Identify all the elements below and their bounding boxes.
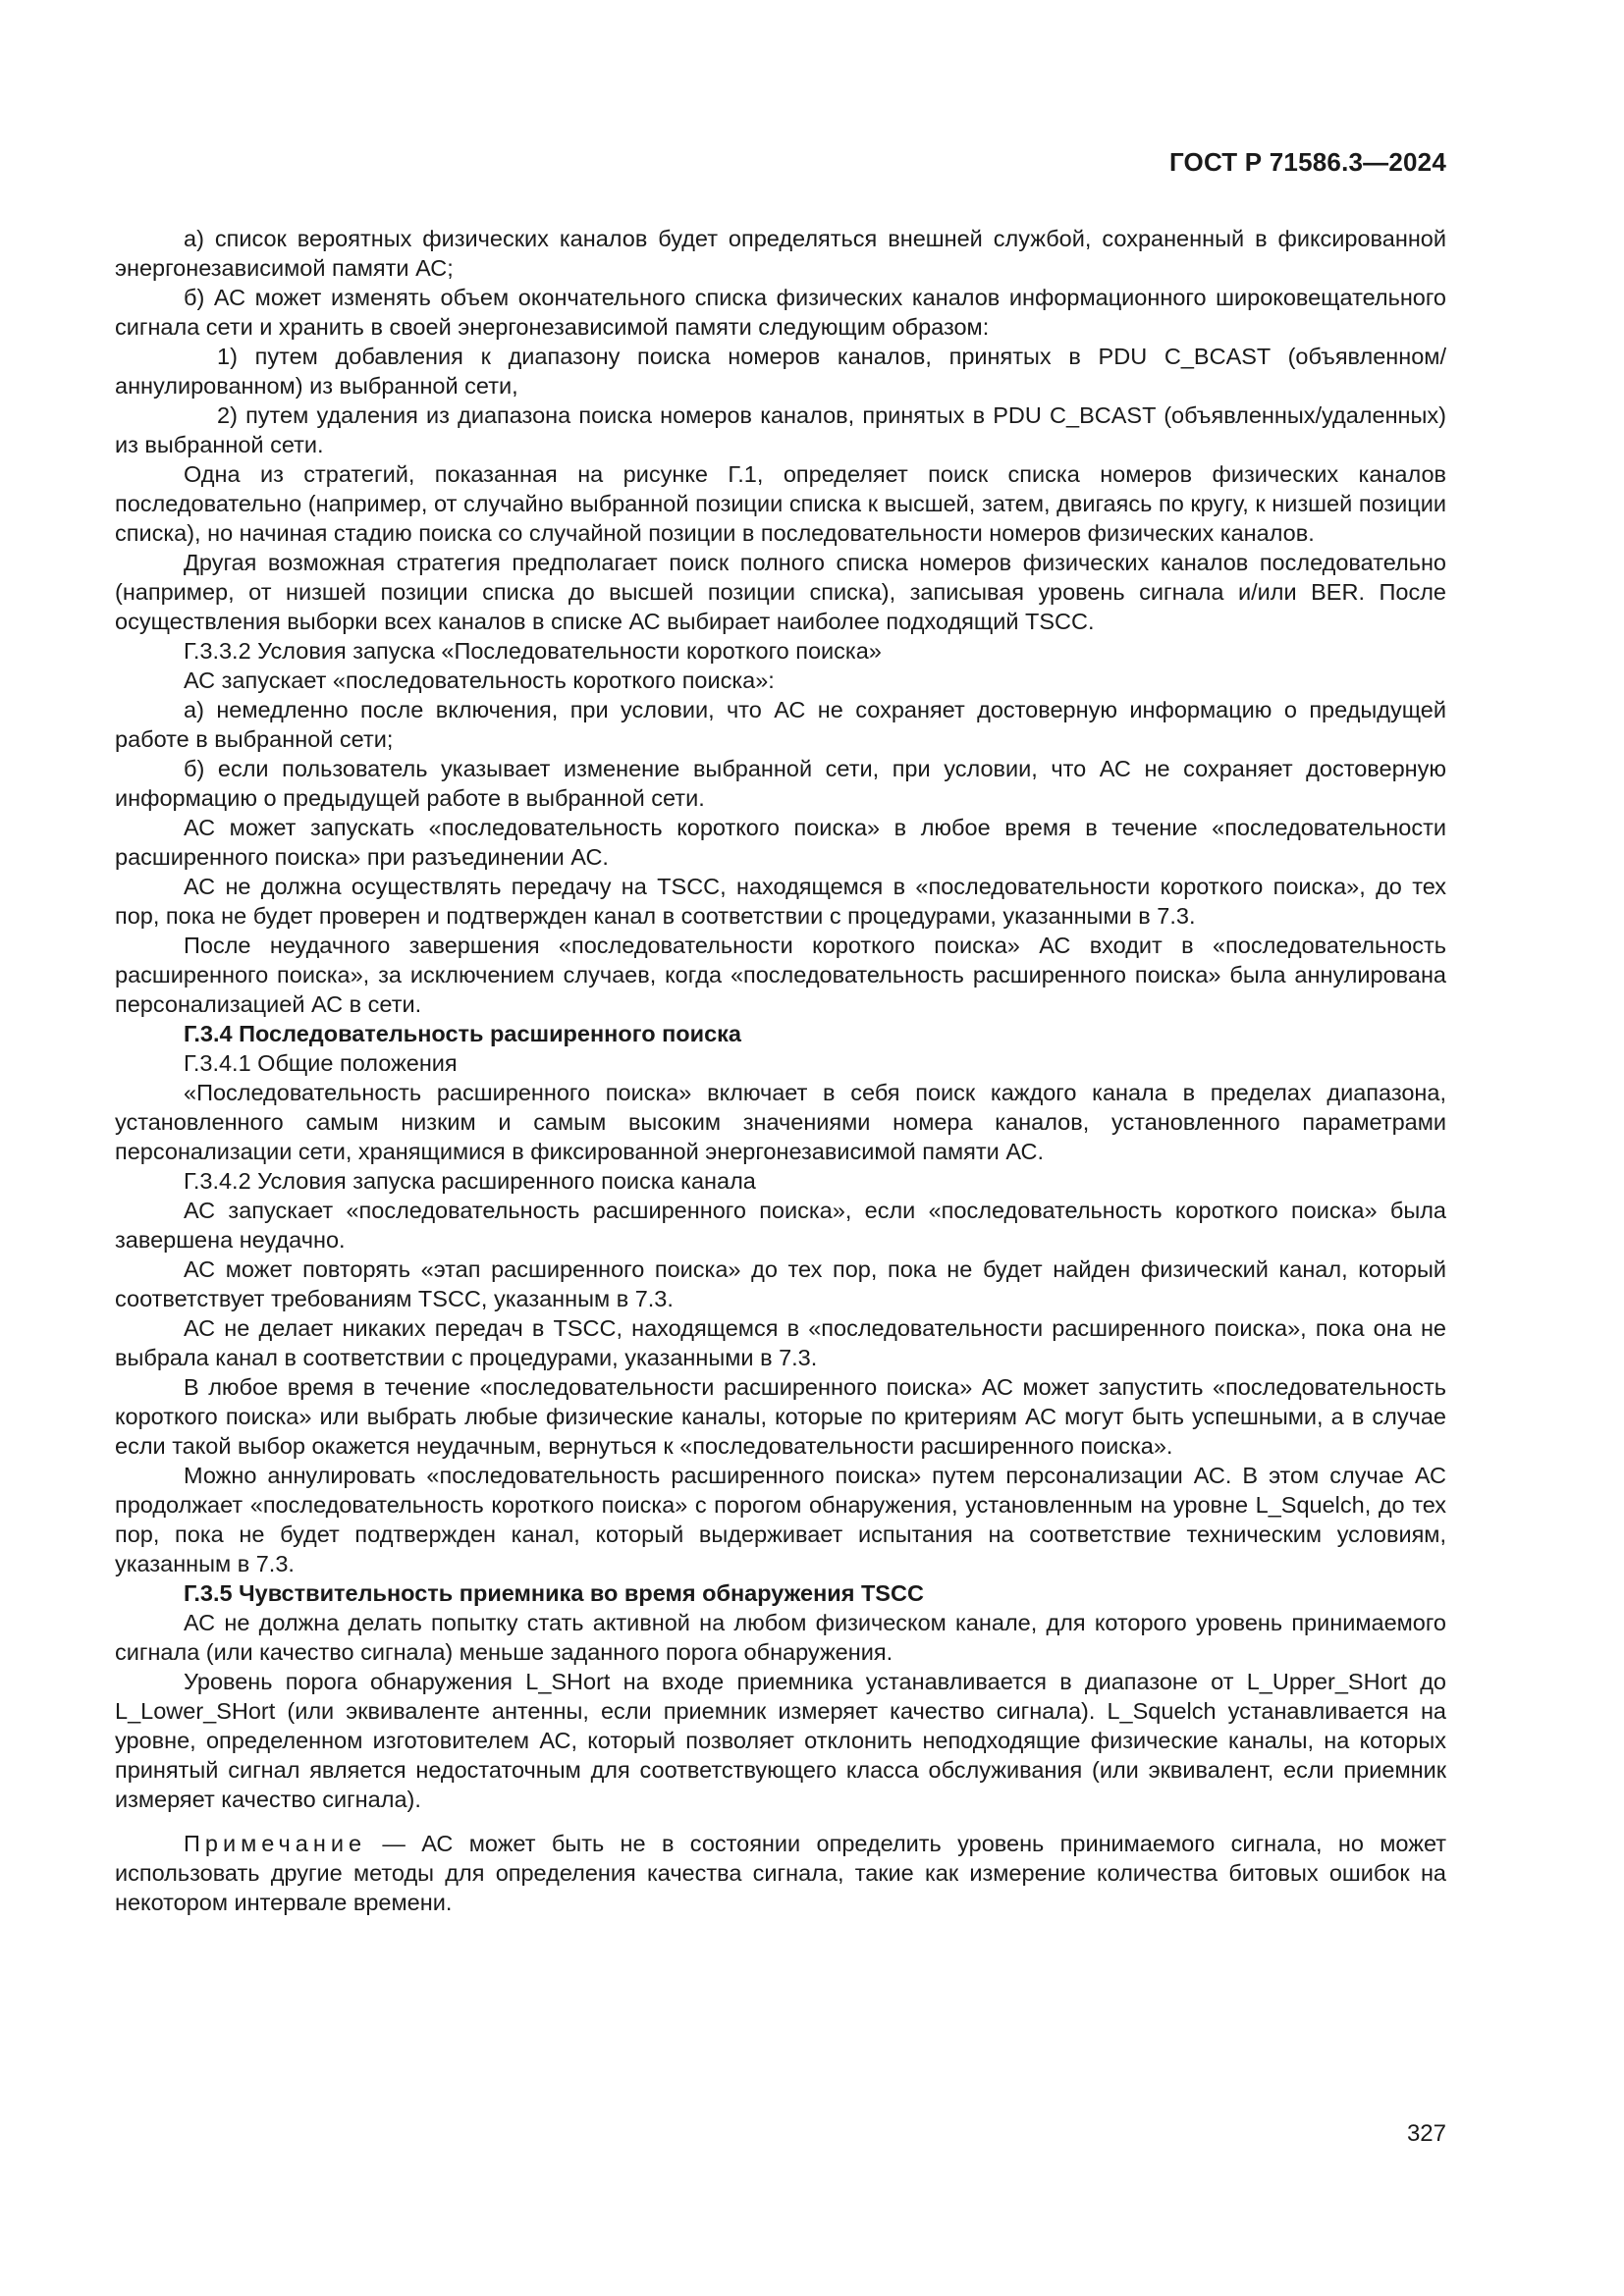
paragraph: АС не должна осуществлять передачу на TSCC, находящемся в «последовательности короткого поиска», до тех пор, пока не будет проверен и подтвержден канал в соответствии с процедурами, указанными в 7.3. [115, 874, 1446, 929]
paragraph: а) список вероятных физических каналов будет определяться внешней службой, сохраненный в фиксированной энергонезависимой памяти АС; [115, 226, 1446, 281]
paragraph: 2) путем удаления из диапазона поиска номеров каналов, принятых в PDU C_BCAST (объявленных/удаленных) из выбранной сети. [115, 402, 1446, 457]
paragraph: АС может запускать «последовательность короткого поиска» в любое время в течение «последовательности расширенного поиска» при разъединении АС. [115, 815, 1446, 870]
subsection-title: Г.3.3.2 Условия запуска «Последовательности короткого поиска» [184, 638, 882, 664]
paragraph: а) немедленно после включения, при условии, что АС не сохраняет достоверную информацию о предыдущей работе в выбранной сети; [115, 697, 1446, 752]
paragraph: АС запускает «последовательность короткого поиска»: [184, 667, 775, 693]
section-heading: Г.3.5 Чувствительность приемника во время обнаружения TSCC [184, 1580, 924, 1606]
note-text: — АС может быть не в состоянии определить уровень принимаемого сигнала, но может использовать другие методы для определения качества сигнала, такие как измерение количества битовых ошибок на некотором интервале времени. [115, 1831, 1446, 1915]
paragraph: б) АС может изменять объем окончательного списка физических каналов информационного широковещательного сигнала сети и хранить в своей энергонезависимой памяти следующим образом: [115, 285, 1446, 340]
paragraph: «Последовательность расширенного поиска» включает в себя поиск каждого канала в пределах диапазона, установленного самым низким и самым высоким значениями номера каналов, установленного параметрами персонализации сети, хранящимися в фиксированной энергонезависимой памяти АС. [115, 1080, 1446, 1164]
paragraph: 1) путем добавления к диапазону поиска номеров каналов, принятых в PDU C_BCAST (объявленном/аннулированном) из выбранной сети, [115, 344, 1446, 399]
paragraph: Можно аннулировать «последовательность расширенного поиска» путем персонализации АС. В этом случае АС продолжает «последовательность короткого поиска» с порогом обнаружения, установленным на уровне L_Squelch, до тех пор, пока не будет подтвержден канал, который выдерживает испытания на соответствие техническим условиям, указанным в 7.3. [115, 1463, 1446, 1576]
page-number: 327 [1406, 2120, 1446, 2147]
subsection-title: Г.3.4.2 Условия запуска расширенного поиска канала [184, 1168, 756, 1194]
paragraph: АС запускает «последовательность расширенного поиска», если «последовательность короткого поиска» была завершена неудачно. [115, 1198, 1446, 1253]
subsection-title: Г.3.4.1 Общие положения [184, 1050, 458, 1076]
section-heading: Г.3.4 Последовательность расширенного поиска [184, 1021, 741, 1046]
paragraph: б) если пользователь указывает изменение выбранной сети, при условии, что АС не сохраняет достоверную информацию о предыдущей работе в выбранной сети. [115, 756, 1446, 811]
note [115, 1829, 1446, 1917]
note-label: Примечание [184, 1831, 367, 1856]
paragraph: Уровень порога обнаружения L_SHort на входе приемника устанавливается в диапазоне от L_Upper_SHort до L_Lower_SHort (или эквиваленте антенны, если приемник измеряет качество сигнала). L_Squelch устанавливается на уровне, определенном изготовителем АС, который позволяет отклонить неподходящие физические каналы, на которых принятый сигнал является недостаточным для соответствующего класса обслуживания (или эквивалент, если приемник измеряет качество сигнала). [115, 1669, 1446, 1812]
paragraph: Одна из стратегий, показанная на рисунке Г.1, определяет поиск списка номеров физических каналов последовательно (например, от случайно выбранной позиции списка к высшей, затем, двигаясь по кругу, к низшей позиции списка), но начиная стадию поиска со случайной позиции в последовательности номеров физических каналов. [115, 461, 1446, 546]
paragraph: После неудачного завершения «последовательности короткого поиска» АС входит в «последовательность расширенного поиска», за исключением случаев, когда «последовательность расширенного поиска» была аннулирована персонализацией АС в сети. [115, 933, 1446, 1017]
paragraph: В любое время в течение «последовательности расширенного поиска» АС может запустить «последовательность короткого поиска» или выбрать любые физические каналы, которые по критериям АС могут быть успешными, а в случае если такой выбор окажется неудачным, вернуться к «последовательности расширенного поиска». [115, 1374, 1446, 1459]
document-body [115, 224, 1446, 1917]
document-id: ГОСТ Р 71586.3—2024 [1168, 147, 1446, 177]
paragraph: АС не должна делать попытку стать активной на любом физическом канале, для которого уровень принимаемого сигнала (или качество сигнала) меньше заданного порога обнаружения. [115, 1610, 1446, 1665]
paragraph: Другая возможная стратегия предполагает поиск полного списка номеров физических каналов последовательно (например, от низшей позиции списка до высшей позиции списка), записывая уровень сигнала и/или BER. После осуществления выборки всех каналов в списке АС выбирает наиболее подходящий TSCC. [115, 550, 1446, 634]
paragraph: АС не делает никаких передач в TSCC, находящемся в «последовательности расширенного поиска», пока она не выбрала канал в соответствии с процедурами, указанными в 7.3. [115, 1315, 1446, 1370]
paragraph: АС может повторять «этап расширенного поиска» до тех пор, пока не будет найден физический канал, который соответствует требованиям TSCC, указанным в 7.3. [115, 1256, 1446, 1311]
